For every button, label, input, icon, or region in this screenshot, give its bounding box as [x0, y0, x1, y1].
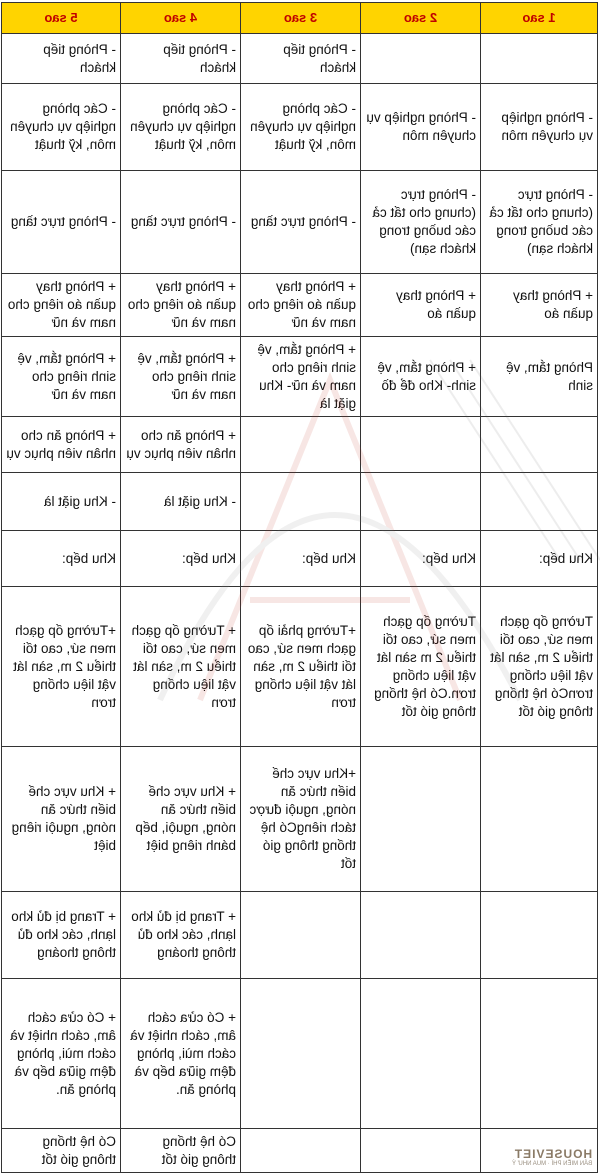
table-cell: + Tường ốp gạch men sứ, cao tối thiểu 2 m, sàn lát vật liệu chống trơn: [121, 587, 241, 747]
table-cell: [361, 34, 481, 84]
table-row: [2, 417, 598, 473]
table-cell: - Phòng tiếp khách: [241, 34, 361, 84]
table-cell: - Phòng nghiệp vụ chuyên môn: [481, 84, 598, 171]
table-cell: - Phòng nghiệp vụ chuyên môn: [361, 84, 481, 171]
table-cell: - Phòng trực (chung cho tất cả các buồng trong khách sạn): [481, 171, 598, 274]
watermark-brand: HOUSEVIET: [513, 1147, 592, 1161]
header-2-star: 2 sao: [361, 3, 481, 34]
table-cell: +Tường ốp gạch men sứ, cao tối thiểu 2 m, sàn lát vật liệu chống trơn: [2, 587, 121, 747]
table-cell: + Trang bị đủ kho lạnh, các kho đủ thông thoáng: [121, 892, 241, 979]
table-cell: - Phòng trực (chung cho tất cả các buồng trong khách sạn): [361, 171, 481, 274]
table-cell: - Các phòng nghiệp vụ chuyên môn, kỹ thuật: [241, 84, 361, 171]
table-cell: - Các phòng nghiệp vụ chuyên môn, kỹ thuật: [2, 84, 121, 171]
table-cell: [361, 979, 481, 1129]
table-cell: + Trang bị đủ kho lạnh, các kho đủ thông thoáng: [2, 892, 121, 979]
table-row: [2, 34, 598, 84]
table-cell: Khu bếp:: [121, 531, 241, 587]
table-cell: - Các phòng nghiệp vụ chuyên môn, kỹ thuật: [121, 84, 241, 171]
table-cell: [361, 473, 481, 531]
table-cell: + Phòng tắm, vệ sinh- Kho để đồ: [361, 337, 481, 417]
houseviet-watermark: [512, 1147, 592, 1167]
table-row: [2, 274, 598, 337]
table-cell: [481, 417, 598, 473]
table-row: [2, 84, 598, 171]
table-row: [2, 747, 598, 892]
table-cell: Khu bếp:: [241, 531, 361, 587]
table-cell: + Khu vực chế biến thức ăn nóng, nguội, bếp bánh riêng biệt: [121, 747, 241, 892]
table-cell: + Phòng thay quần áo riêng cho nam và nữ: [2, 274, 121, 337]
table-cell: + Phòng thay quần áo riêng cho nam và nữ: [121, 274, 241, 337]
table-row: [2, 473, 598, 531]
table-cell: Khu bếp:: [2, 531, 121, 587]
table-cell: - Phòng trực tầng: [241, 171, 361, 274]
table-cell: + Phòng thay quần áo: [481, 274, 598, 337]
table-cell: [241, 979, 361, 1129]
hotel-star-standards-table: [1, 2, 598, 1173]
table-cell: [241, 892, 361, 979]
table-cell: - Phòng trực tầng: [121, 171, 241, 274]
table-cell: [481, 34, 598, 84]
table-cell: [481, 473, 598, 531]
table-row: [2, 171, 598, 274]
table-cell: [361, 892, 481, 979]
table-cell: + Phòng tắm, vệ sinh riêng cho nam và nữ: [2, 337, 121, 417]
table-cell: [241, 473, 361, 531]
table-cell: [361, 1129, 481, 1173]
table-cell: Tường ốp gạch men sứ, cao tối thiểu 2 m, sàn lát vật liệu chống trơnCó hệ thống thông gió tốt: [481, 587, 598, 747]
table-cell: + Phòng ăn cho nhân viên phục vụ: [121, 417, 241, 473]
header-3-star: 3 sao: [241, 3, 361, 34]
table-cell: - Phòng trực tầng: [2, 171, 121, 274]
table-cell: +Khu vực chế biến thức ăn nóng, nguội được tách riêngCó hệ thống thông gió tốt: [241, 747, 361, 892]
table-cell: + Có cửa cách âm, cách nhiệt và cách mùi, phòng đệm giữa bếp và phòng ăn.: [2, 979, 121, 1129]
table-row: [2, 1129, 598, 1173]
table-cell: + Có cửa cách âm, cách nhiệt và cách mùi, phòng đệm giữa bếp và phòng ăn.: [121, 979, 241, 1129]
table-cell: [361, 417, 481, 473]
table-cell: [481, 979, 598, 1129]
header-5-star: 5 sao: [2, 3, 121, 34]
table-cell: - Phòng tiếp khách: [2, 34, 121, 84]
table-cell: - Phòng tiếp khách: [121, 34, 241, 84]
table-cell: Có hệ thống thông gió tốt: [121, 1129, 241, 1173]
table-cell: + Khu vực chế biến thức ăn nóng, nguội riêng biệt: [2, 747, 121, 892]
table-cell: Khu bếp:: [481, 531, 598, 587]
table-cell: + Phòng thay quần áo: [361, 274, 481, 337]
table-row: [2, 531, 598, 587]
table-cell: [481, 747, 598, 892]
table-cell: +Tường phải ốp gạch men sứ, cao tối thiểu 2 m, sàn lát vật liệu chống trơn: [241, 587, 361, 747]
table-row: [2, 587, 598, 747]
table-cell: [241, 417, 361, 473]
header-row: [2, 3, 598, 34]
table-cell: Có hệ thống thông gió tốt: [2, 1129, 121, 1173]
table-cell: [241, 1129, 361, 1173]
table-cell: [361, 747, 481, 892]
table-cell: + Phòng ăn cho nhân viên phục vụ: [2, 417, 121, 473]
table-cell: [481, 892, 598, 979]
table-row: [2, 337, 598, 417]
table-cell: Phòng tắm, vệ sinh: [481, 337, 598, 417]
table-cell: + Phòng tắm, vệ sinh riêng cho nam và nữ: [121, 337, 241, 417]
table-cell: - Khu giặt là: [2, 473, 121, 531]
table-cell: Tường ốp gạch men sứ, cao tối thiểu 2 m sàn lát vật liệu chống trơn.Có hệ thống thông gió tốt: [361, 587, 481, 747]
watermark-tagline: BẢN MIỄN PHÍ · MUA NHƯ Ý: [511, 1161, 592, 1167]
table-cell: Khu bếp:: [361, 531, 481, 587]
header-1-star: 1 sao: [481, 3, 598, 34]
header-4-star: 4 sao: [121, 3, 241, 34]
table-cell: + Phòng thay quần áo riêng cho nam và nữ: [241, 274, 361, 337]
table-row: [2, 892, 598, 979]
table-cell: + Phòng tắm, vệ sinh riêng cho nam và nữ- Khu giặt là: [241, 337, 361, 417]
table-cell: - Khu giặt là: [121, 473, 241, 531]
table-row: [2, 979, 598, 1129]
